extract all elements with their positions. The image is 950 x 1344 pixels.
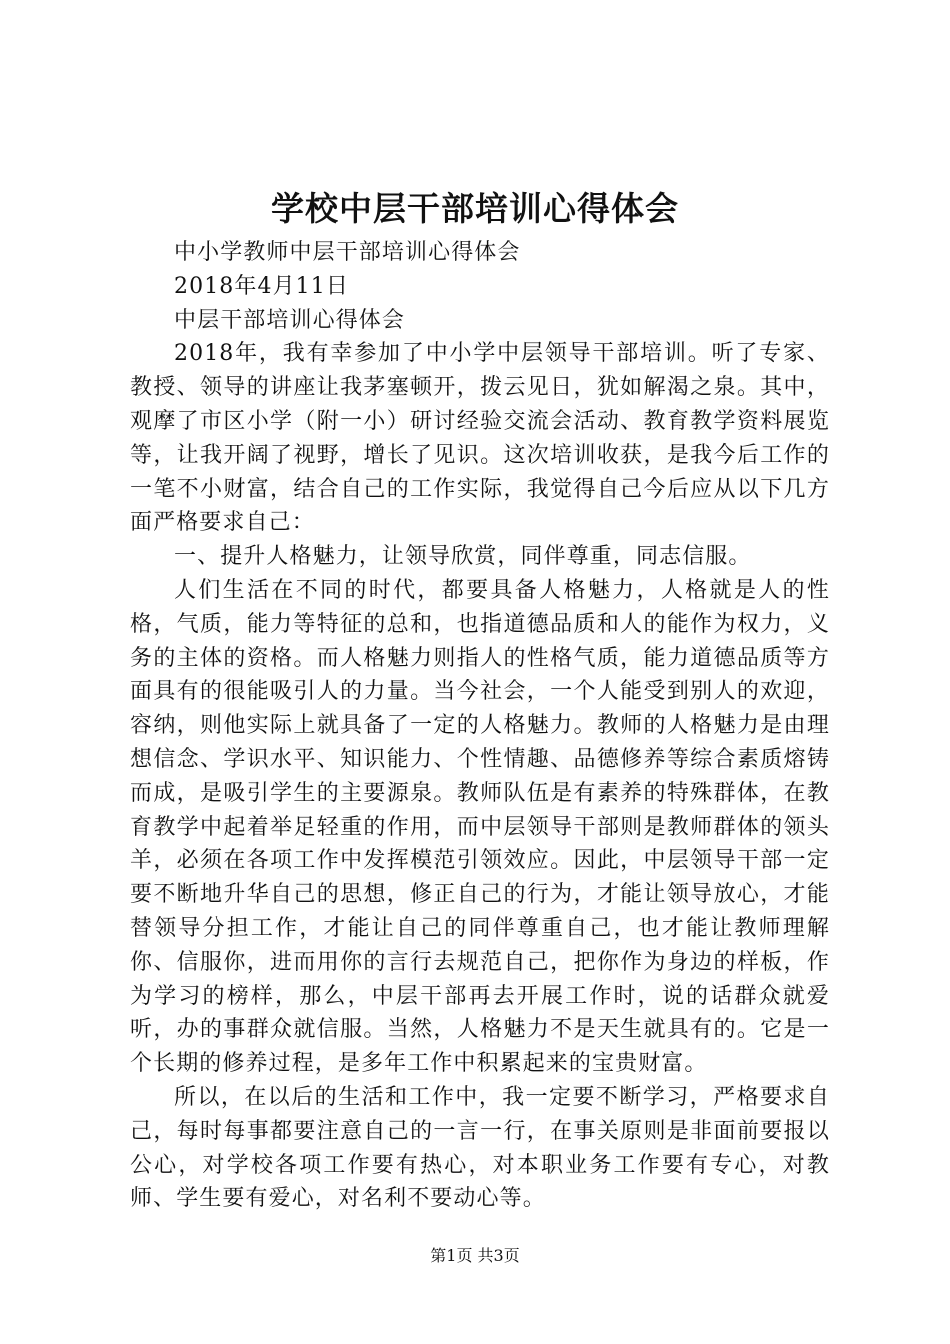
date-line: 2018年4月11日	[174, 273, 349, 299]
intro-paragraph: 2018年，我有幸参加了中小学中层领导干部培训。听了专家、教授、领导的讲座让我茅塞顿开，拨云见日，犹如解渴之泉。其中，观摩了市区小学（附一小）研讨经验交流会活动、教育教学资料展览等，让我开阔了视野，增长了见识。这次培训收获，是我今后工作的一笔不小财富，结合自己的工作实际，我觉得自己今后应从以下几方面严格要求自己：	[130, 341, 830, 536]
body-paragraph: 所以，在以后的生活和工作中，我一定要不断学习，严格要求自己，每时每事都要注意自己的一言一行，在事关原则是非面前要报以公心，对学校各项工作要有热心，对本职业务工作要有专心，对教师、学生要有爱心，对名利不要动心等。	[130, 1084, 830, 1212]
body-paragraph: 人们生活在不同的时代，都要具备人格魅力，人格就是人的性格，气质，能力等特征的总和，也指道德品质和人的能作为权力，义务的主体的资格。而人格魅力则指人的性格气质，能力道德品质等方面具有的很能吸引人的力量。当今社会，一个人能受到别人的欢迎，容纳，则他实际上就具备了一定的人格魅力。教师的人格魅力是由理想信念、学识水平、知识能力、个性情趣、品德修养等综合素质熔铸而成，是吸引学生的主要源泉。教师队伍是有素养的特殊群体，在教育教学中起着举足轻重的作用，而中层领导干部则是教师群体的领头羊，必须在各项工作中发挥模范引领效应。因此，中层领导干部一定要不断地升华自己的思想，修正自己的行为，才能让领导放心，才能替领导分担工作，才能让自己的同伴尊重自己，也才能让教师理解你、信服你，进而用你的言行去规范自己，把你作为身边的样板，作为学习的榜样，那么，中层干部再去开展工作时，说的话群众就爱听，办的事群众就信服。当然，人格魅力不是天生就具有的。它是一个长期的修养过程，是多年工作中积累起来的宝贵财富。	[130, 577, 830, 1077]
section-heading: 中层干部培训心得体会	[174, 307, 406, 333]
document-title: 学校中层干部培训心得体会	[271, 189, 679, 228]
subtitle-line: 中小学教师中层干部培训心得体会	[174, 240, 521, 265]
document-body	[130, 236, 830, 1216]
page-footer: 第1页 共3页	[430, 1246, 520, 1265]
point-one-heading: 一、提升人格魅力，让领导欣赏，同伴尊重，同志信服。	[174, 544, 752, 570]
